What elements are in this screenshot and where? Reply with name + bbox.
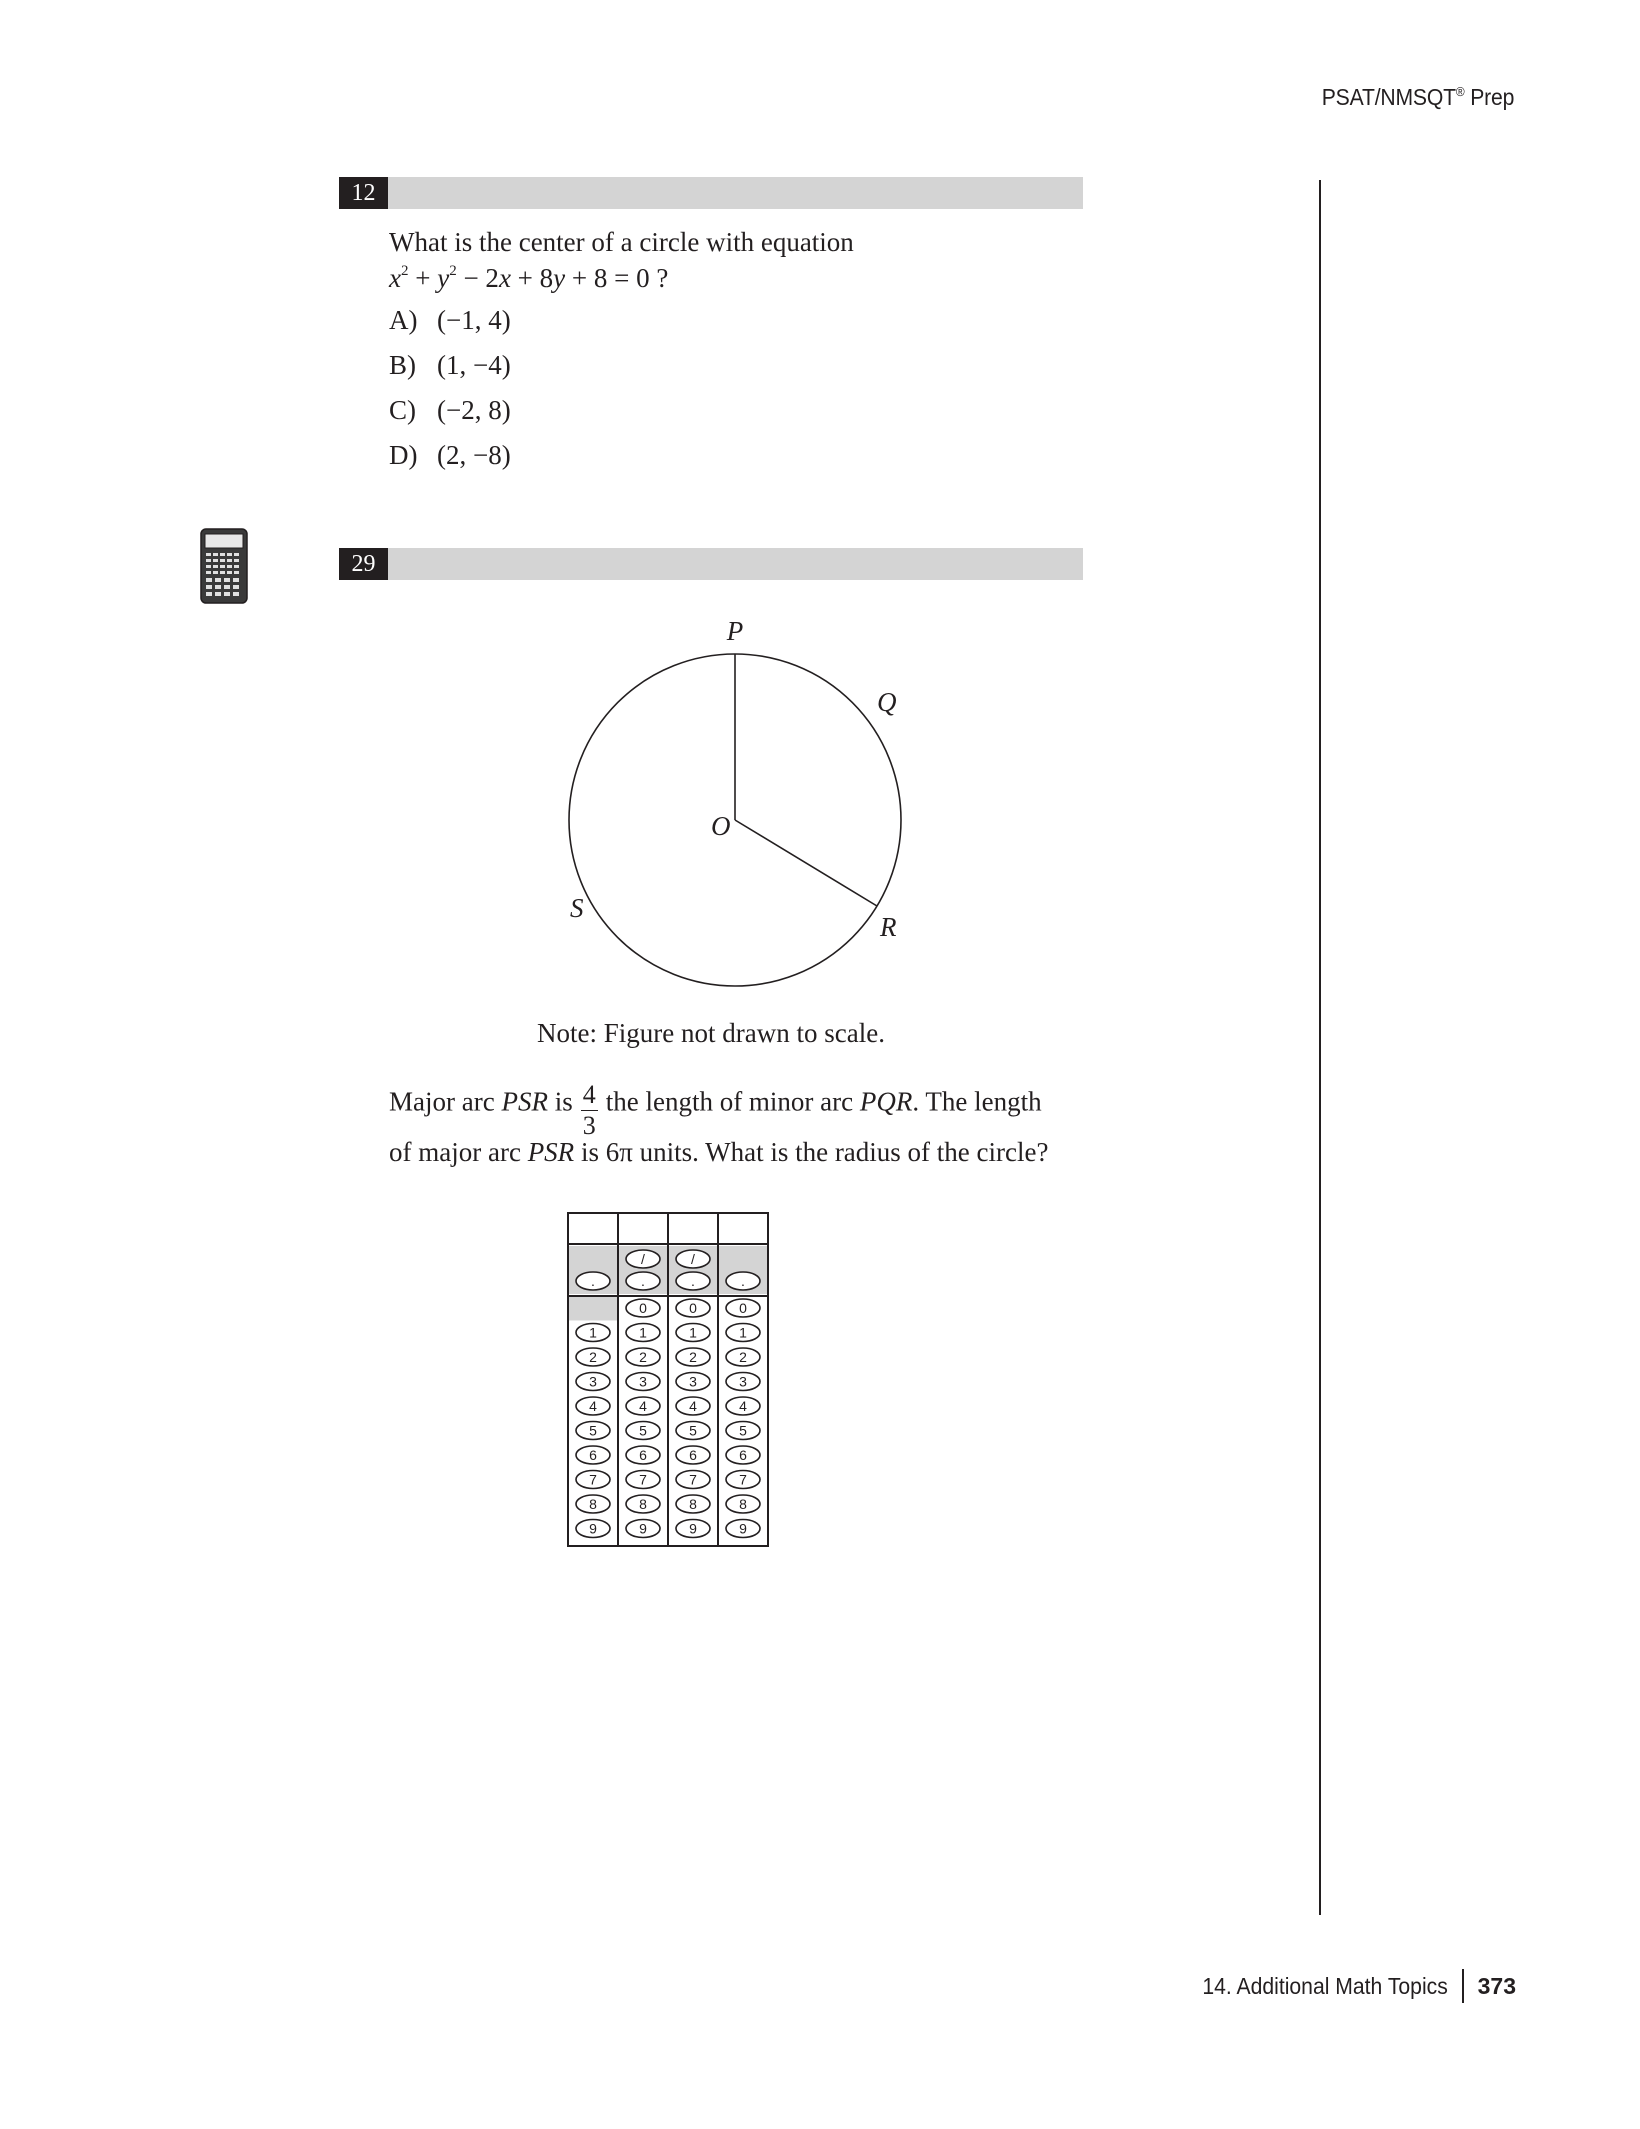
bubble-digit-3-label: 3	[589, 1373, 597, 1390]
footer-separator	[1462, 1969, 1464, 2003]
calculator-icon	[200, 528, 248, 604]
radius-or	[735, 820, 877, 906]
bubble-point-label: .	[741, 1273, 745, 1289]
figure-note: Note: Figure not drawn to scale.	[537, 1018, 885, 1048]
question-12-header-bar	[339, 177, 1083, 209]
bubble-digit-7-label: 7	[739, 1471, 747, 1488]
bubble-digit-0-label: 0	[689, 1300, 697, 1316]
choice-letter: C)	[389, 395, 416, 425]
bubble-digit-8-label: 8	[739, 1496, 747, 1512]
bubble-point-label: .	[641, 1273, 645, 1289]
bubble-digit-7-label: 7	[639, 1471, 647, 1488]
label-s: S	[570, 893, 584, 923]
bubble-digit-1-label: 1	[739, 1324, 747, 1341]
answer-choice-a[interactable]	[389, 304, 511, 336]
bubble-digit-6-label: 6	[639, 1447, 647, 1463]
bubble-digit-2-label: 2	[689, 1349, 697, 1365]
question-29-number: 29	[339, 548, 388, 580]
bubble-digit-6-label: 6	[589, 1447, 597, 1463]
running-head-suffix: Prep	[1470, 84, 1514, 110]
choice-text: (1, −4)	[437, 350, 511, 380]
answer-choice-b[interactable]	[389, 349, 511, 381]
bubble-digit-3-label: 3	[689, 1373, 697, 1390]
bubble-digit-5-label: 5	[589, 1422, 597, 1439]
label-o: O	[711, 811, 731, 841]
bubble-point-label: .	[591, 1273, 595, 1289]
bubble-digit-2-label: 2	[739, 1349, 747, 1365]
question-29-line-1: Major arc PSR is $\frac{4}{3}$ the length of minor arc PQR. The length	[389, 1080, 1042, 1140]
bubble-digit-9-label: 9	[739, 1520, 747, 1537]
label-r: R	[880, 912, 897, 942]
page-number: 373	[1477, 1972, 1516, 1999]
running-head	[1322, 84, 1514, 111]
answer-choice-c[interactable]	[389, 394, 511, 426]
bubble-digit-4-label: 4	[689, 1398, 697, 1414]
bubble-point-label: .	[691, 1273, 695, 1289]
label-p: P	[726, 616, 744, 646]
bubble-digit-4-label: 4	[589, 1398, 597, 1414]
grid-in-answer-box[interactable]	[566, 1212, 770, 1548]
bubble-digit-1-label: 1	[639, 1324, 647, 1341]
circle-figure	[540, 605, 940, 1005]
bubble-digit-3-label: 3	[639, 1373, 647, 1390]
label-q: Q	[877, 687, 897, 717]
bubble-digit-8-label: 8	[639, 1496, 647, 1512]
bubble-digit-0-label: 0	[639, 1300, 647, 1316]
registered-mark: ®	[1455, 84, 1465, 99]
bubble-slash-label: /	[691, 1251, 695, 1267]
chapter-title: 14. Additional Math Topics	[1202, 1972, 1448, 1999]
choice-letter: A)	[389, 305, 418, 335]
bubble-digit-1-label: 1	[589, 1324, 597, 1341]
fraction-four-thirds: $\frac{4}{3}$	[582, 1080, 596, 1140]
bubble-digit-6-label: 6	[739, 1447, 747, 1463]
bubble-digit-7-label: 7	[589, 1471, 597, 1488]
choice-text: (−2, 8)	[437, 395, 511, 425]
bubble-digit-8-label: 8	[589, 1496, 597, 1512]
question-29-header-bar	[339, 548, 1083, 580]
running-head-title: PSAT/NMSQT	[1321, 84, 1456, 110]
question-12-number: 12	[339, 177, 388, 209]
answer-choice-d[interactable]	[389, 439, 511, 471]
choice-letter: D)	[389, 440, 418, 470]
bubble-digit-1-label: 1	[689, 1324, 697, 1341]
bubble-digit-5-label: 5	[739, 1422, 747, 1439]
bubble-slash-label: /	[641, 1251, 645, 1267]
bubble-digit-4-label: 4	[739, 1398, 747, 1414]
bubble-digit-5-label: 5	[639, 1422, 647, 1439]
margin-rule	[1319, 180, 1321, 1915]
grid-empty-zero-cell	[568, 1296, 618, 1321]
question-29-line-2: of major arc PSR is 6π units. What is the radius of the circle?	[389, 1137, 1049, 1167]
bubble-digit-7-label: 7	[689, 1471, 697, 1488]
choice-text: (2, −8)	[437, 440, 511, 470]
bubble-digit-9-label: 9	[639, 1520, 647, 1537]
bubble-digit-8-label: 8	[689, 1496, 697, 1512]
bubble-digit-3-label: 3	[739, 1373, 747, 1390]
choice-text: (−1, 4)	[437, 305, 511, 335]
question-12-stem	[389, 224, 854, 296]
bubble-digit-0-label: 0	[739, 1300, 747, 1316]
question-12-equation: $x^2 + y^2 - 2x + 8y + 8 = 0$ ?	[389, 263, 669, 293]
page-footer	[1181, 1969, 1516, 2003]
question-12-stem-line: What is the center of a circle with equation	[389, 227, 854, 257]
bubble-digit-9-label: 9	[589, 1520, 597, 1537]
bubble-digit-4-label: 4	[639, 1398, 647, 1414]
bubble-digit-6-label: 6	[689, 1447, 697, 1463]
bubble-digit-2-label: 2	[639, 1349, 647, 1365]
bubble-digit-5-label: 5	[689, 1422, 697, 1439]
bubble-digit-2-label: 2	[589, 1349, 597, 1365]
choice-letter: B)	[389, 350, 416, 380]
bubble-digit-9-label: 9	[689, 1520, 697, 1537]
